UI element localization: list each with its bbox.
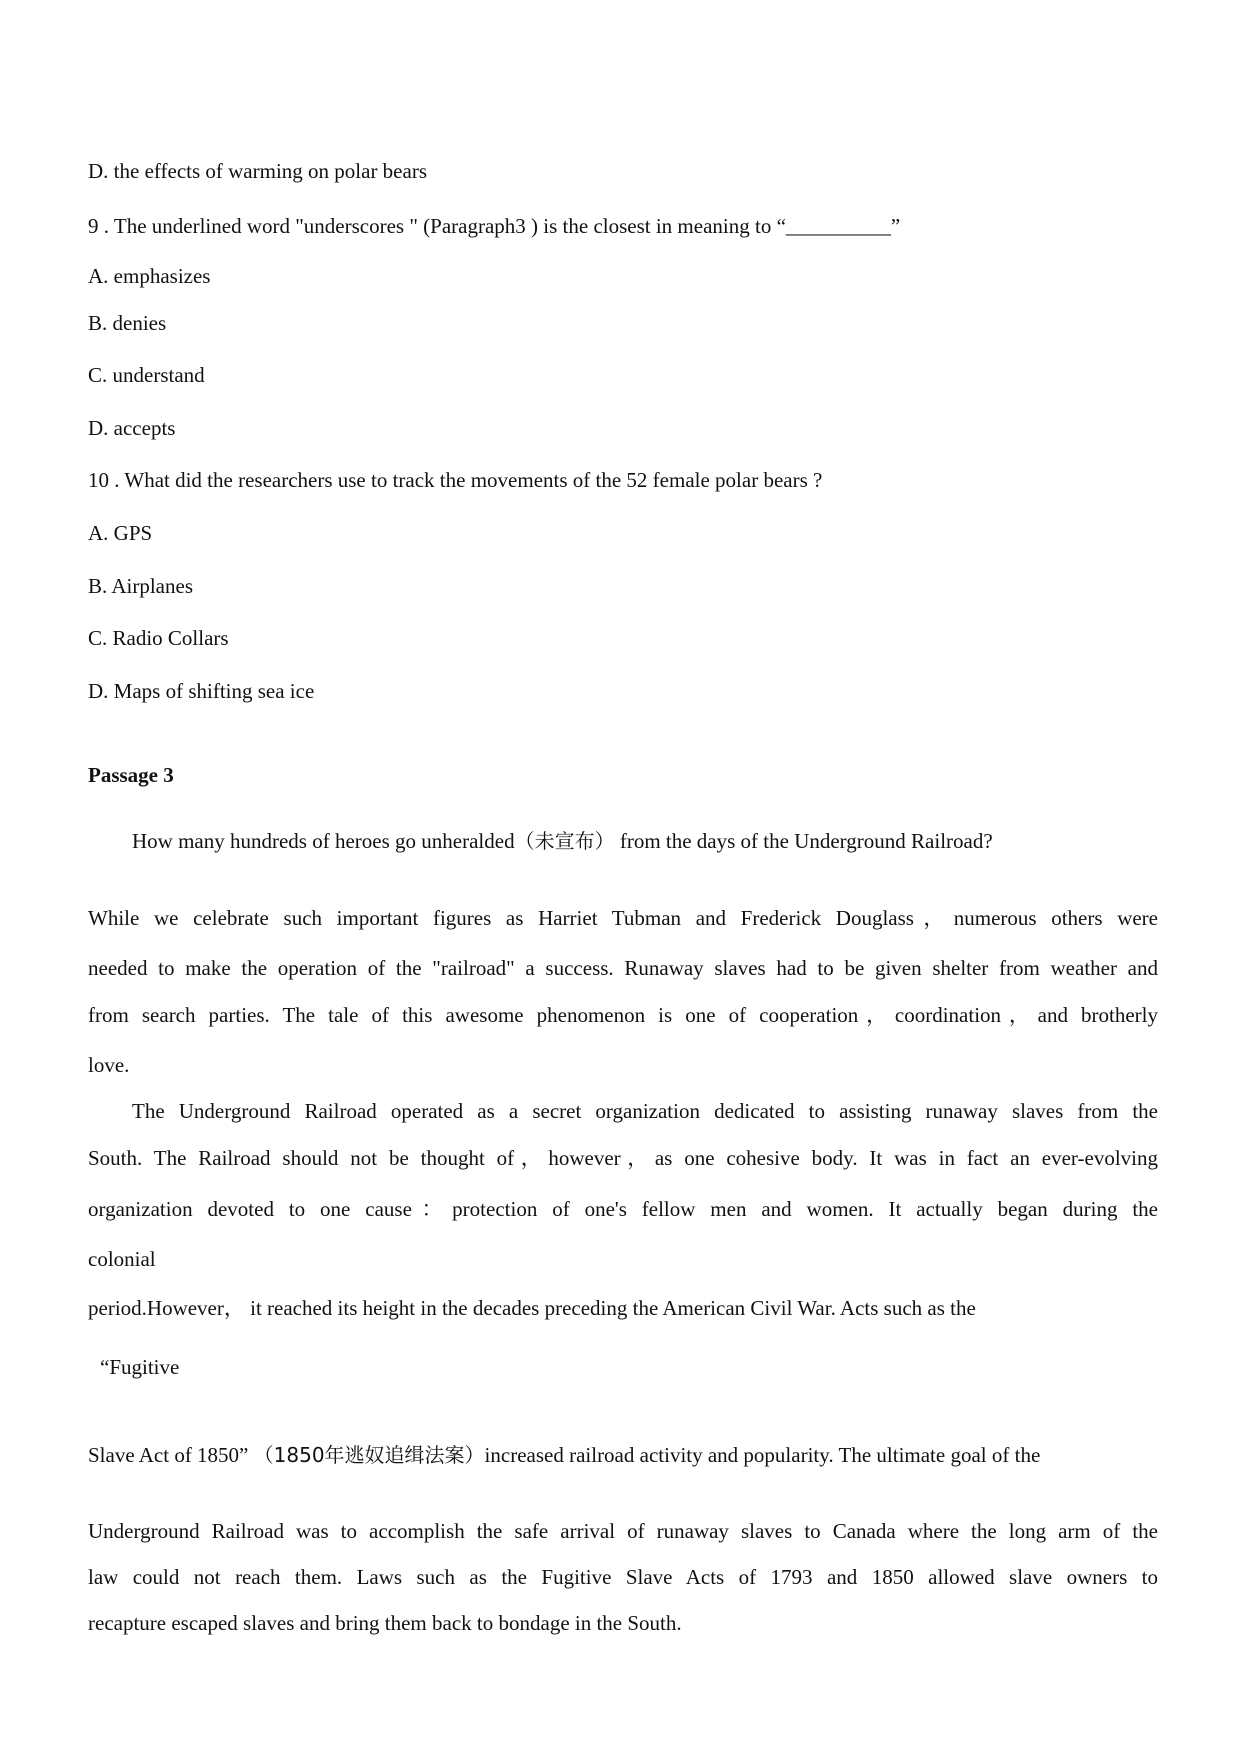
act-chinese-gloss: （1850年逃奴追缉法案） [253,1443,485,1467]
intro-text-end: from the days of the Underground Railroad? [614,829,993,853]
paragraph2-line: South. The Railroad should not be thought of，however，as one cohesive body. It was in fact an ever-evolving [88,1146,1158,1170]
paragraph2-line: period.However， it reached its height in the decades preceding the American Civil War. Acts such as the [88,1296,976,1320]
q8-option-d: D. the effects of warming on polar bears [88,159,427,183]
paragraph1-line: needed to make the operation of the "railroad" a success. Runaway slaves had to be given shelter from weather and [88,956,1158,980]
paragraph2-line: “Fugitive [100,1355,180,1379]
q9-stem: 9 . The underlined word "underscores " (Paragraph3 ) is the closest in meaning to “__________” [88,214,901,238]
q9-option-b: B. denies [88,311,167,335]
paragraph1-line: While we celebrate such important figures as Harriet Tubman and Frederick Douglass，numerous others were [88,906,1158,930]
passage-intro [132,828,993,854]
paragraph4-line: Underground Railroad was to accomplish the safe arrival of runaway slaves to Canada where the long arm of the [88,1519,1158,1543]
paragraph1-line: love. [88,1053,130,1077]
q10-stem: 10 . What did the researchers use to track the movements of the 52 female polar bears ? [88,468,823,492]
paragraph1-line: from search parties. The tale of this awesome phenomenon is one of cooperation，coordination，and brotherly [88,1003,1158,1027]
q10-option-b: B. Airplanes [88,574,193,598]
paragraph3-text: increased railroad activity and popularity. The ultimate goal of the [484,1443,1041,1467]
intro-text-start: How many hundreds of heroes go unheralded [132,829,515,853]
q9-option-d: D. accepts [88,416,176,440]
act-title: Slave Act of 1850” [88,1443,249,1467]
intro-chinese-gloss: （未宣布） [514,829,615,853]
q10-option-c: C. Radio Collars [88,626,229,650]
paragraph4-line: recapture escaped slaves and bring them back to bondage in the South. [88,1611,682,1635]
paragraph4-line: law could not reach them. Laws such as the Fugitive Slave Acts of 1793 and 1850 allowed slave owners to [88,1565,1158,1589]
passage-heading: Passage 3 [88,763,174,787]
q9-option-c: C. understand [88,363,205,387]
paragraph2-line: organization devoted to one cause：protection of one's fellow men and women. It actually began during the [88,1197,1158,1221]
q9-option-a: A. emphasizes [88,264,211,288]
q10-option-a: A. GPS [88,521,153,545]
q10-option-d: D. Maps of shifting sea ice [88,679,315,703]
paragraph2-line: The Underground Railroad operated as a secret organization dedicated to assisting runaway slaves from the [132,1099,1158,1123]
paragraph2-line: colonial [88,1247,156,1271]
paragraph3-line [88,1442,1040,1468]
